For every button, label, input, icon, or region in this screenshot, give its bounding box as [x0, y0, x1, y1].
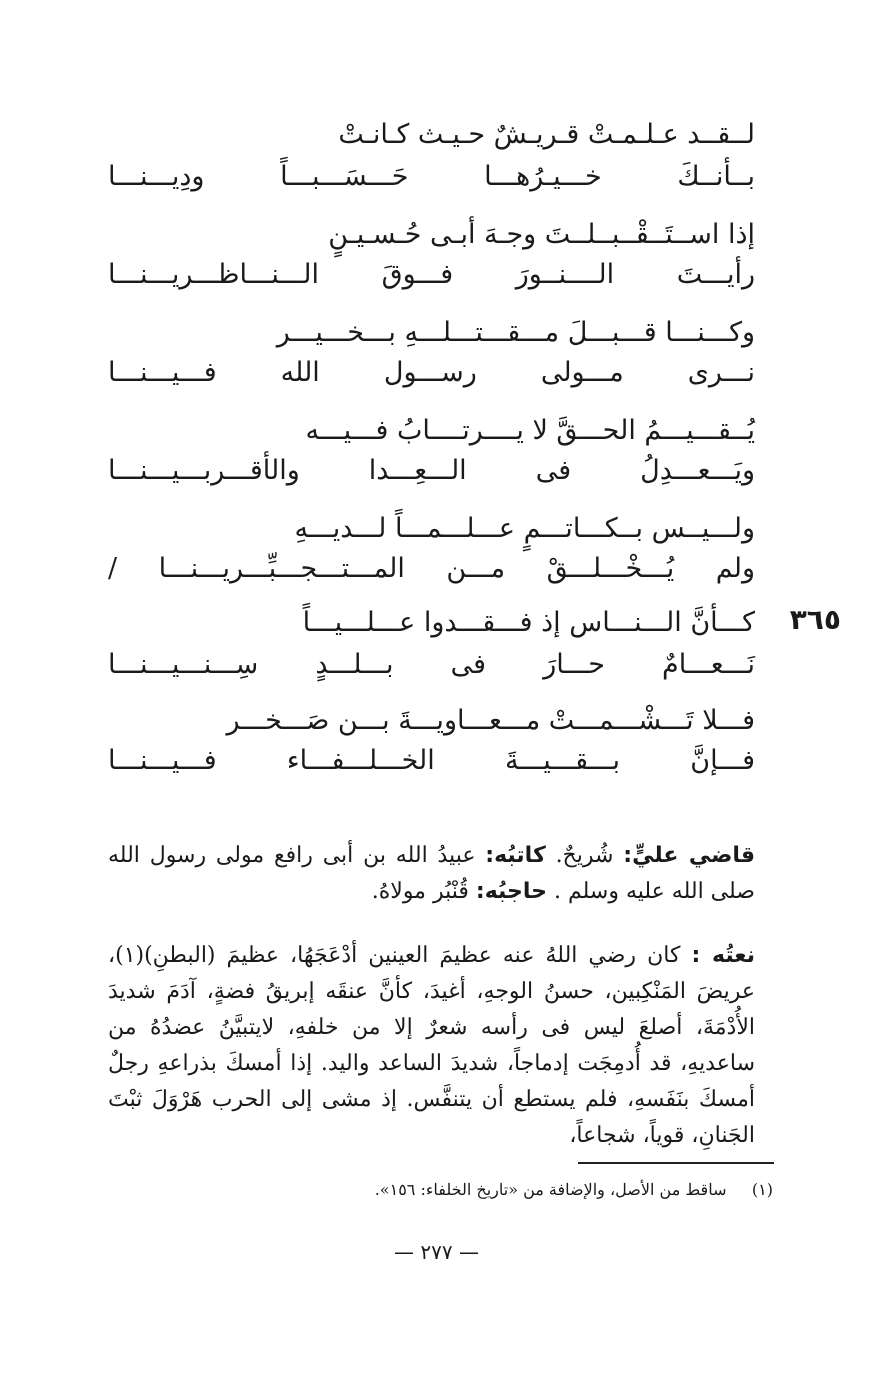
hajib-label: حاجبُه: [475, 879, 547, 904]
verse-6-second-hemistich: نَـــعـــامٌ حـــارَ فى بـــلـــدٍ سِـــنـــيـــنـــا [108, 649, 755, 680]
verse-6-first-hemistich: كـــأنَّ الـــنـــاس إذ فـــقـــدوا عـــلـــيـــاً [302, 607, 755, 638]
verse-3-second-hemistich: نـــرى مـــولى رســـول الله فـــيـــنـــا [108, 357, 755, 388]
officials-paragraph [108, 838, 755, 910]
verse-5-second-hemistich: ولم يُـــخْـــلـــقْ مـــن المـــتـــجـــبِّـــريـــنـــا / [108, 553, 755, 584]
qadi-label: قاضي عليٍّ: [623, 843, 756, 868]
description-text: كان رضي اللهُ عنه عظيمَ العينين أدْعَجَهُا، عظيمَ (البطنِ)(١)، عريضَ المَنْكِبين، حسنُ الوجهِ، أغيدَ، كأنَّ عنقَه إبريقُ فضةٍ، آدَمَ شديدَ الأُدْمَةَ، أصلعَ ليس فى رأسه شعرٌ إلا من خلفهِ، لايتبيَّنُ عضدُهُ من ساعديهِ، قد أُدمِجَت إدماجاً، شديدَ الساعد واليد. إذا أمسكَ بذراعهِ رجلٌ أمسكَ بنَفَسهِ، فلم يستطع أن يتنفَّس. إذ مشى إلى الحرب هَرْوَلَ ثبْتَ الجَنانِ، قوياً، شجاعاً، [108, 943, 755, 1148]
verse-5-first-hemistich: ولـــيــس بــكـــاتـــمٍ عـــلـــمـــاً لـــديـــهِ [294, 513, 755, 544]
footnote [375, 1178, 773, 1202]
margin-number: ٣٦٥ [789, 603, 841, 636]
footnote-marker: (١) [751, 1180, 773, 1199]
footnote-text: ساقط من الأصل، والإضافة من «تاريخ الخلفاء: ١٥٦». [374, 1180, 727, 1199]
qadi-value: شُريحٌ. [555, 843, 614, 868]
verse-7-first-hemistich: فـــلا تَـــشْـــمـــتْ مـــعـــاويـــةَ بـــن صَـــخـــر [226, 705, 755, 736]
verse-4-first-hemistich: يُــقـــيـــمُ الحـــقَّ لا يــــرتــــابُ فـــيـــه [305, 415, 755, 446]
verse-1-second-hemistich: بــأنــكَ خـــيـرُهـــا حَـــسَـــبـــاً ودِيـــنـــا [108, 161, 755, 192]
page-number: — ٢٧٧ — [394, 1240, 479, 1264]
verse-1-first-hemistich: لــقــد عـلـمـتْ قـريـشٌ حـيـث كـانـتْ [338, 119, 755, 150]
verse-2-second-hemistich: رأيـــتَ الــــنــورَ فـــوقَ الـــنـــاظـــريـــنـــا [108, 259, 755, 290]
description-label: نعتُه : [691, 943, 755, 968]
verse-2-first-hemistich: إذا اســتَــقْــبــلــتَ وجـهَ أبـى حُـسـيـنٍ [328, 219, 755, 250]
hajib-value: قُنْبُر مولاهُ. [371, 879, 469, 904]
footnote-divider [578, 1162, 774, 1164]
katib-value: عبيدُ الله بن أبى رافع مولى رسول الله صلى الله عليه وسلم . [108, 843, 755, 904]
description-paragraph [108, 938, 755, 1154]
verse-4-second-hemistich: ويَـــعـــدِلُ فى الـــعِـــدا والأقـــربـــيـــنـــا [108, 455, 755, 486]
katib-label: كاتبُه: [485, 843, 546, 868]
verse-3-first-hemistich: وكـــنـــا قـــبـــلَ مـــقـــتـــلـــهِ بـــخـــيـــر [276, 317, 755, 348]
verse-7-second-hemistich: فـــإنَّ بـــقـــيـــةَ الخـــلـــفـــاء فـــيـــنـــا [108, 745, 755, 776]
